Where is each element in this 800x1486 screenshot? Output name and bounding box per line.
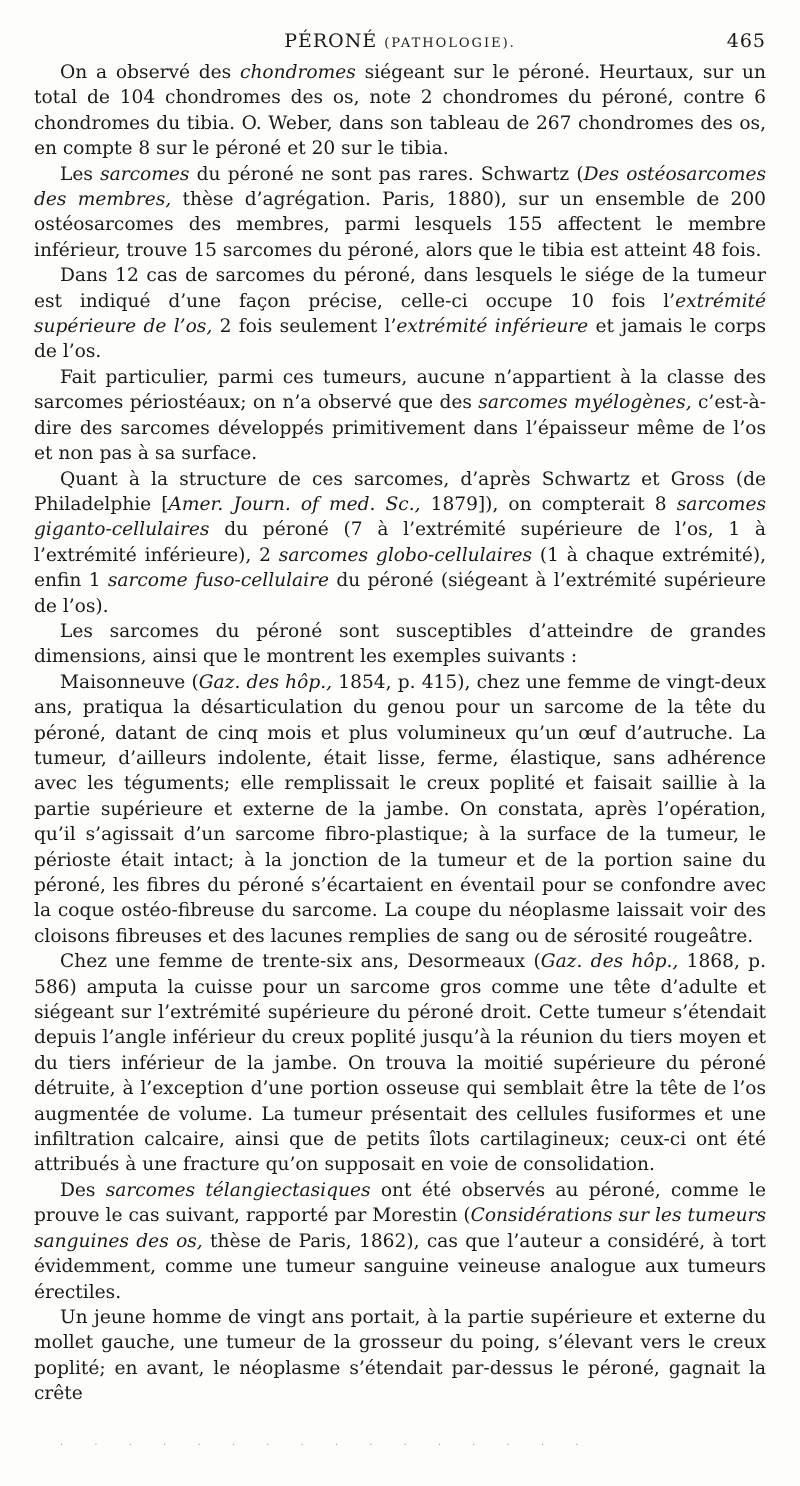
text-run: 1879]), on compterait 8: [420, 493, 677, 515]
text-run: et jamais le corps de l’os.: [34, 316, 766, 363]
paragraph: [34, 60, 766, 162]
text-run: ont été observés au péroné, comme le prouve le cas suivant, rapporté par Morestin (: [34, 1179, 767, 1227]
text-run: Quant à la structure de ces sarcomes, d’après Schwartz et Gross (de Philadelphie [: [34, 468, 766, 515]
text-run: Un jeune homme de vingt ans portait, à la partie supérieure et externe du mollet gauche, une tumeur de la grosseur du poing, s’élevant vers le creux poplité; en avant, le néoplasme s’étendait par-dessus le péroné, gagnait la crête: [34, 1306, 766, 1405]
text-run: Chez une femme de trente-six ans, Desormeaux (: [60, 951, 541, 973]
italic-run: Gaz. des hôp.,: [540, 951, 679, 973]
paragraph: [34, 1178, 766, 1305]
italic-run: sarcomes giganto-cellulaires: [34, 493, 766, 541]
paragraph: [34, 949, 766, 1178]
italic-run: sarcomes myélogènes,: [478, 392, 692, 414]
paragraph: [34, 619, 766, 670]
text-run: On a observé des: [60, 62, 241, 83]
italic-run: Considérations sur les tumeurs sanguines des os,: [34, 1205, 766, 1252]
italic-run: sarcomes globo-cellulaires: [278, 544, 533, 566]
italic-run: Gaz. des hôp.,: [198, 671, 333, 693]
italic-run: Des ostéosarcomes des membres,: [34, 163, 766, 211]
text-run: du péroné (siégeant à l’extrémité supérieure de l’os).: [34, 570, 766, 617]
header-title: [34, 30, 766, 52]
italic-run: extrémité inférieure: [396, 316, 589, 338]
italic-run: extrémité supérieure de l’os,: [34, 290, 766, 338]
italic-run: sarcome fuso-cellulaire: [107, 570, 329, 592]
italic-run: Amer. Journ. of med. Sc.,: [168, 493, 421, 515]
paragraph: [34, 263, 766, 365]
paragraph: [34, 365, 766, 467]
text-run: thèse d’agrégation. Paris, 1880), sur un ensemble de 200 ostéosarcomes des membres, parmi lesquels 155 affectent le membre inférieur, trouve 15 sarcomes du péroné, alors que le tibia est atteint 48 fois.: [34, 189, 766, 261]
text-run: Maisonneuve (: [60, 671, 199, 693]
text-run: Des: [60, 1179, 106, 1201]
italic-run: chondromes: [240, 62, 356, 83]
paragraph: [34, 670, 766, 949]
header-title-main: PÉRONÉ: [284, 30, 378, 52]
text-run: 2 fois seulement l’: [212, 316, 397, 338]
paragraph: [34, 467, 766, 619]
text-run: thèse de Paris, 1862), cas que l’auteur a considéré, à tort évidemment, comme une tumeur sanguine veineuse analogue aux tumeurs érectiles.: [34, 1230, 766, 1303]
scan-specks: · · · · · · · · · · · · · · · ·: [60, 1440, 593, 1450]
text-run: (1 à chaque extrémité), enfin 1: [34, 544, 766, 592]
italic-run: sarcomes télangiectasiques: [105, 1179, 371, 1201]
text-run: c’est-à-dire des sarcomes développés primitivement dans l’épaisseur même de l’os et non pas à sa surface.: [34, 392, 766, 465]
running-header: [34, 30, 766, 56]
text-run: Les sarcomes du péroné sont susceptibles d’atteindre de grandes dimensions, ainsi que le montrent les exemples suivants :: [34, 620, 766, 668]
paragraph: [34, 162, 766, 264]
text-run: Dans 12 cas de sarcomes du péroné, dans lesquels le siége de la tumeur est indiqué d’une façon précise, celle-ci occupe 10 fois l’: [34, 265, 766, 312]
text-run: Les: [60, 163, 101, 185]
text-run: Fait particulier, parmi ces tumeurs, aucune n’appartient à la classe des sarcomes périostéaux; on n’a observé que des: [34, 366, 766, 414]
page-number: 465: [726, 30, 766, 52]
text-run: du péroné ne sont pas rares. Schwartz (: [189, 163, 584, 185]
paragraph: [34, 1305, 766, 1407]
body-text: [34, 60, 766, 1407]
text-run: 1854, p. 415), chez une femme de vingt-deux ans, pratiqua la désarticulation du genou pour un sarcome de la tête du péroné, datant de cinq mois et plus volumineux qu’un œuf d’autruche. La tumeur, d’ailleurs indolente, était lisse, ferme, élastique, sans adhérence avec les téguments; elle remplissait le creux poplité et faisait saillie à la partie supérieure et externe de la jambe. On constata, après l’opération, qu’il s’agissait d’un sarcome fibro-plastique; à la surface de la tumeur, le périoste était intact; à la jonction de la tumeur et de la portion saine du péroné, les fibres du péroné s’écartaient en éventail pour se confondre avec la coque ostéo-fibreuse du sarcome. La coupe du néoplasme laissait voir des cloisons fibreuses et des lacunes remplies de sang ou de sérosité rougeâtre.: [34, 671, 766, 947]
text-run: 1868, p. 586) amputa la cuisse pour un sarcome gros comme une tête d’adulte et siégeant sur l’extrémité supérieure du péroné droit. Cette tumeur s’étendait depuis l’angle inférieur du creux poplité jusqu’à la réunion du tiers moyen et du tiers inférieur de la jambe. On trouva la moitié supérieure du péroné détruite, à l’exception d’une portion osseuse qui semblait être la tête de l’os augmentée de volume. La tumeur présentait des cellules fusiformes et une infiltration calcaire, ainsi que de petits îlots cartilagineux; ceux-ci ont été attribués à une fracture qu’on supposait en voie de consolidation.: [34, 951, 767, 1176]
text-run: du péroné (7 à l’extrémité supérieure de l’os, 1 à l’extrémité inférieure), 2: [34, 519, 766, 566]
header-title-sub: (PATHOLOGIE).: [384, 36, 516, 51]
text-run: siégeant sur le péroné. Heurtaux, sur un total de 104 chondromes des os, note 2 chondromes du péroné, contre 6 chondromes du tibia. O. Weber, dans son tableau de 267 chondromes des os, en compte 8 sur le péroné et 20 sur le tibia.: [34, 62, 767, 160]
italic-run: sarcomes: [100, 163, 190, 185]
